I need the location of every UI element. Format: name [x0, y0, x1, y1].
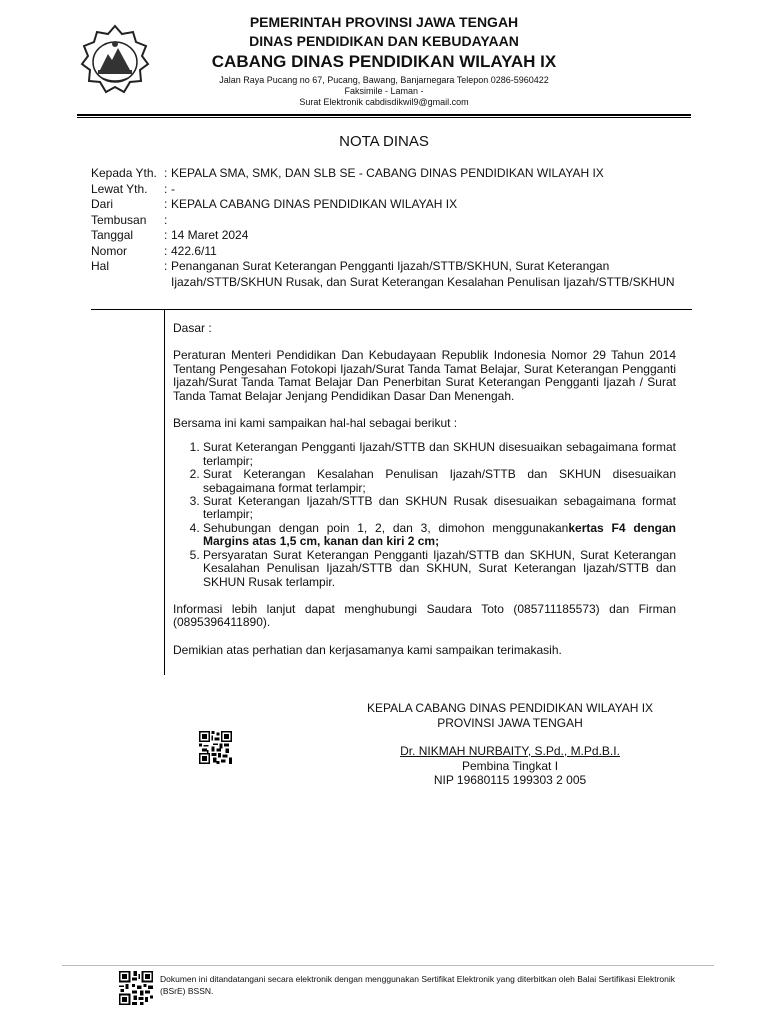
- signer-position: KEPALA CABANG DINAS PENDIDIKAN WILAYAH IX: [366, 701, 654, 715]
- signer-province: PROVINSI JAWA TENGAH: [437, 715, 583, 730]
- meta-label: Lewat Yth.: [91, 181, 148, 196]
- signer-nip: NIP 19680115 199303 2 005: [433, 773, 587, 787]
- kop-contact: [0, 75, 768, 108]
- points-list: [173, 441, 676, 588]
- meta-label: Dari: [91, 197, 114, 211]
- meta-row-number: Nomor : 422.6/11: [91, 244, 691, 260]
- intro-paragraph: Bersama ini kami sampaikan hal-hal sebagai berikut :: [173, 416, 458, 431]
- regulation-paragraph: Peraturan Menteri Pendidikan Dan Kebudayaan Republik Indonesia Nomor 29 Tahun 2014 Tentang Pengesahan Fotokopi Ijazah/Surat Tanda Tamat Belajar, Surat Keterangan Pengganti Ijazah/Surat Tanda Tamat Belajar Dan Penerbitan Surat Keterangan Pengganti Ijazah / Surat Tanda Tamat Belajar Jenjang Pendidikan Dasar Dan Menengah.: [173, 348, 676, 403]
- meta-row-subject: Hal : Penanganan Surat Keterangan Pengganti Ijazah/STTB/SKHUN, Surat Keterangan Ijazah/STTB/SKHUN Rusak, dan Surat Keterangan Kesalahan Penulisan Ijazah/STTB/SKHUN: [91, 259, 691, 290]
- memo-body: [173, 322, 676, 657]
- meta-row-date: Tanggal : 14 Maret 2024: [91, 228, 691, 244]
- signer-name: Dr. NIKMAH NURBAITY, S.Pd., M.Pd.B.I.: [400, 744, 620, 758]
- meta-value: -: [171, 181, 175, 196]
- kop-department: DINAS PENDIDIKAN DAN KEBUDAYAAN: [249, 33, 519, 49]
- meta-value: [171, 213, 691, 229]
- kop-fax: Faksimile - Laman -: [344, 86, 424, 96]
- meta-label: Nomor: [91, 243, 128, 258]
- document-title: NOTA DINAS: [339, 133, 429, 150]
- kop-email: Surat Elektronik cabdisdikwil9@gmail.com: [299, 97, 469, 107]
- meta-label: Tanggal: [91, 228, 134, 242]
- list-item: 3. Surat Keterangan Ijazah/STTB dan SKHUN Rusak disesuaikan sebagaimana format terlampir;: [203, 495, 676, 522]
- info-paragraph: Informasi lebih lanjut dapat menghubungi Saudara Toto (085711185573) dan Firman (0895396411890).: [173, 601, 676, 630]
- letterhead-rule-thick: [77, 114, 691, 116]
- letterhead-rule-thin: [77, 117, 691, 118]
- list-item: 2. Surat Keterangan Kesalahan Penulisan Ijazah/STTB dan SKHUN disesuaikan sebagaimana format terlampir;: [203, 468, 676, 495]
- meta-row-cc: Tembusan :: [91, 213, 691, 229]
- list-item: [203, 522, 676, 549]
- signer-rank: Pembina Tingkat I: [461, 758, 559, 773]
- meta-row-via: Lewat Yth. : -: [91, 182, 691, 198]
- meta-row-from: Dari : KEPALA CABANG DINAS PENDIDIKAN WILAYAH IX: [91, 197, 691, 213]
- kop-government: PEMERINTAH PROVINSI JAWA TENGAH: [249, 14, 519, 30]
- basis-heading: Dasar :: [173, 321, 212, 335]
- meta-label: Tembusan: [91, 212, 147, 227]
- memo-header-table: [91, 166, 691, 290]
- meta-value: Penanganan Surat Keterangan Pengganti Ijazah/STTB/SKHUN, Surat Keterangan Ijazah/STTB/SKHUN Rusak, dan Surat Keterangan Kesalahan Penulisan Ijazah/STTB/SKHUN: [171, 259, 675, 289]
- meta-value: KEPALA CABANG DINAS PENDIDIKAN WILAYAH IX: [171, 197, 458, 211]
- meta-value: 14 Maret 2024: [171, 228, 249, 242]
- body-margin-line: [164, 309, 165, 675]
- list-item: 1. Surat Keterangan Pengganti Ijazah/STTB dan SKHUN disesuaikan sebagaimana format terlampir;: [203, 441, 676, 468]
- list-item-text: Sehubungan dengan poin 1, 2, dan 3, dimohon menggunakan: [203, 520, 569, 535]
- footer-divider: [62, 965, 714, 966]
- meta-value: KEPALA SMA, SMK, DAN SLB SE - CABANG DINAS PENDIDIKAN WILAYAH IX: [171, 166, 604, 180]
- meta-label: Kepada Yth.: [91, 166, 157, 180]
- electronic-signature-note: Dokumen ini ditandatangani secara elektronik dengan menggunakan Sertifikat Elektronik yang diterbitkan oleh Balai Sertifikasi Elektronik (BSrE) BSSN.: [160, 974, 676, 996]
- kop-branch: CABANG DINAS PENDIDIKAN WILAYAH IX: [211, 52, 557, 71]
- closing-paragraph: Demikian atas perhatian dan kerjasamanya kami sampaikan terimakasih.: [173, 642, 562, 657]
- header-divider: [91, 309, 692, 310]
- list-item: 5. Persyaratan Surat Keterangan Pengganti Ijazah/STTB dan SKHUN, Surat Keterangan Kesalahan Penulisan Ijazah/STTB dan SKHUN, Surat Keterangan Ijazah/STTB dan SKHUN Rusak terlampir.: [203, 549, 676, 589]
- signature-qr-code-icon: [199, 731, 232, 764]
- meta-row-recipient: Kepada Yth. : KEPALA SMA, SMK, DAN SLB SE - CABANG DINAS PENDIDIKAN WILAYAH IX: [91, 166, 691, 182]
- kop-address: Jalan Raya Pucang no 67, Pucang, Bawang, Banjarnegara Telepon 0286-5960422: [219, 75, 549, 85]
- meta-label: Hal: [91, 259, 110, 273]
- list-item-emphasis: kertas F4 dengan Margins atas 1,5 cm, kanan dan kiri 2 cm;: [203, 520, 676, 549]
- footer-qr-code-icon: [119, 971, 153, 1005]
- signature-block: [340, 701, 680, 788]
- meta-value: 422.6/11: [171, 243, 217, 258]
